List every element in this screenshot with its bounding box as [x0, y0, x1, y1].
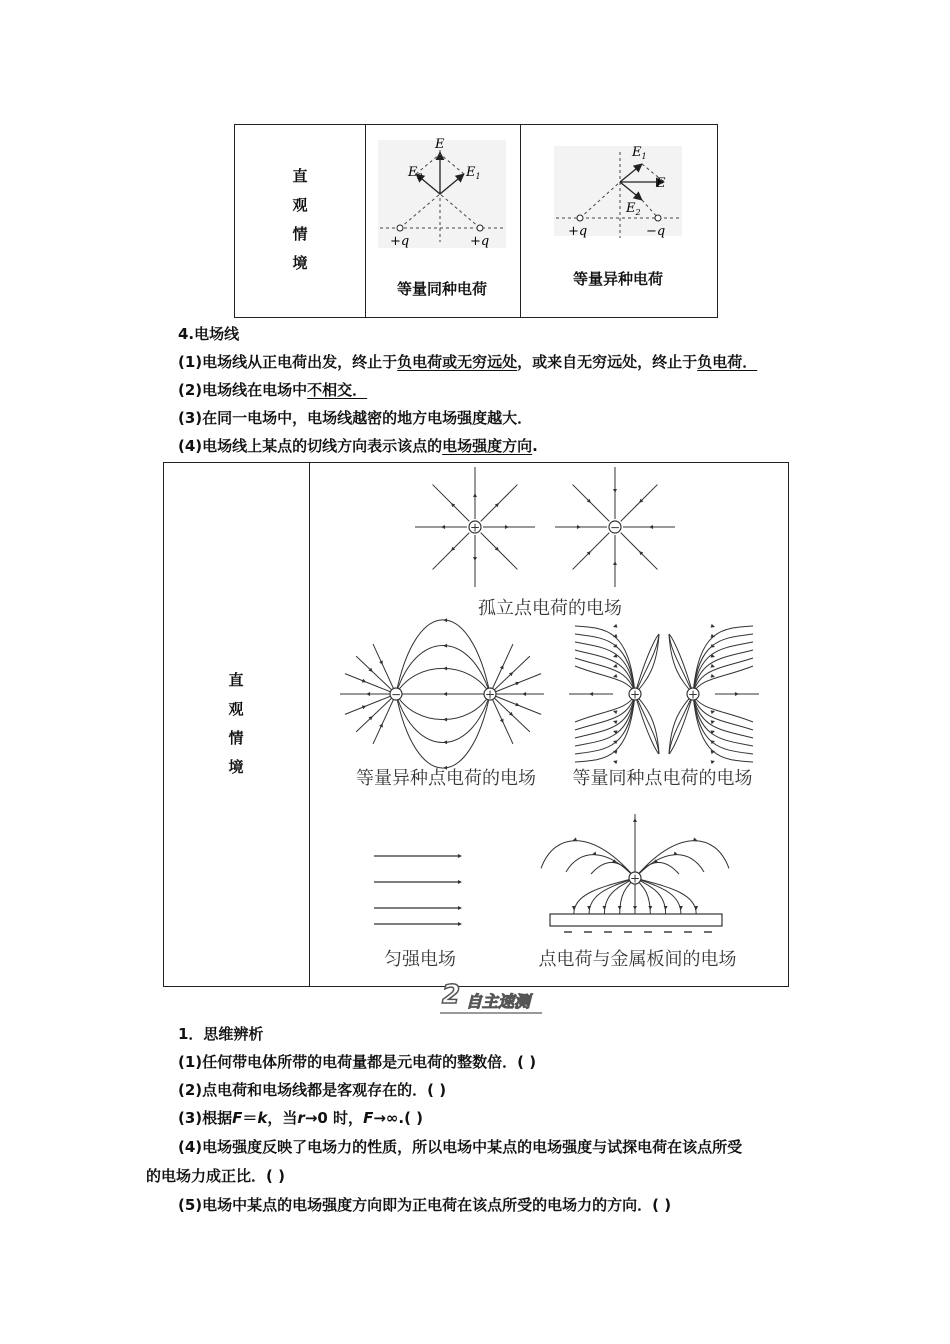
charge-plate-field-figure: [540, 810, 730, 942]
label-char: 观: [292, 196, 308, 214]
label-char: 境: [292, 254, 308, 272]
field-line: [575, 642, 635, 694]
charge-point: [397, 225, 403, 231]
quiz-item-2: (2)点电荷和电场线都是客观存在的．( ): [178, 1081, 447, 1099]
label-char: 情: [228, 729, 244, 747]
charge-point: [655, 215, 661, 221]
arrow-head: [473, 557, 477, 561]
arrow-head: [522, 692, 526, 696]
table2-row-label: [226, 666, 246, 782]
field-line: [635, 841, 729, 878]
arrow-head: [664, 906, 668, 910]
caption-opposite-charge: 等量异种电荷: [572, 270, 663, 288]
arrow-head: [458, 922, 462, 926]
arrow-head: [366, 692, 370, 696]
table1-divider-2: [520, 124, 521, 318]
text: ，当: [267, 1109, 298, 1127]
label-char: 直: [292, 167, 308, 185]
quiz-title: 1．思维辨析: [178, 1025, 264, 1043]
field-line: [541, 841, 635, 878]
field-line: [693, 650, 753, 694]
figure-background: [554, 146, 682, 236]
arrow-head: [458, 906, 462, 910]
arrow-head: [711, 720, 715, 724]
arrow-head: [648, 906, 652, 910]
metal-plate: [550, 914, 722, 926]
text: ＝: [242, 1109, 258, 1127]
arrow-head: [711, 710, 715, 714]
banner-number: 2: [442, 980, 461, 1010]
arrow-head: [458, 880, 462, 884]
var-r: r: [297, 1109, 305, 1127]
field-line: [635, 694, 659, 754]
field-line: [589, 878, 635, 914]
text: (1)电场线从正电荷出发，终止于: [178, 353, 398, 371]
arrow-head: [443, 666, 447, 670]
field-line: [396, 646, 490, 694]
quiz-item-3: [178, 1107, 423, 1128]
arrow-head: [613, 674, 617, 678]
label-plus-q-left: +q: [390, 234, 410, 249]
table2-divider: [309, 462, 310, 987]
arrow-head: [711, 664, 715, 668]
plus-sign: +: [469, 520, 481, 535]
arrow-head: [443, 644, 447, 648]
label-char: 直: [228, 671, 244, 689]
table1-row-label: [290, 162, 310, 278]
underlined-answer: 负电荷．: [697, 353, 758, 371]
text: ，或来自无穷远处，终止于: [517, 353, 698, 371]
field-line: [396, 620, 490, 694]
caption-opposite-charges: 等量异种点电荷的电场: [356, 768, 536, 789]
label-char: 观: [228, 700, 244, 718]
field-line: [693, 666, 753, 694]
field-line: [575, 694, 635, 754]
arrow-head: [633, 818, 637, 822]
field-line: [573, 533, 610, 570]
arrow-head: [613, 710, 617, 714]
field-line: [575, 650, 635, 694]
section-title-electric-field-lines: 4.电场线: [178, 325, 240, 343]
label-e2: $E_2$: [408, 165, 423, 181]
field-line: [575, 694, 635, 722]
arrow-head: [589, 692, 593, 696]
label-char: 情: [292, 225, 308, 243]
text: →0 时，: [304, 1109, 364, 1127]
figure-background: [378, 140, 506, 248]
charge-point: [577, 215, 583, 221]
table1-divider-1: [365, 124, 366, 318]
arrow-head: [618, 906, 622, 910]
arrow-head: [613, 561, 617, 565]
label-minus-q: −q: [646, 224, 666, 239]
field-line: [490, 694, 530, 732]
charge-point: [477, 225, 483, 231]
arrow-head: [735, 692, 739, 696]
field-line: [635, 634, 659, 694]
field-line: [621, 485, 658, 522]
same-charge-superposition-figure: [372, 136, 512, 256]
minus-sign: −: [609, 520, 621, 535]
arrow-head: [587, 906, 591, 910]
field-line: [573, 485, 610, 522]
label-plus-q-right: +q: [470, 234, 490, 249]
var-k: k: [257, 1109, 268, 1127]
text: →∞.( ): [373, 1109, 424, 1127]
arrow-head: [613, 664, 617, 668]
arrow-head: [443, 692, 447, 696]
field-line: [396, 694, 490, 720]
arrow-head: [602, 906, 606, 910]
label-plus-q: +q: [568, 224, 588, 239]
field-line: [693, 694, 753, 722]
label-e: E: [435, 137, 445, 152]
arrow-head: [613, 720, 617, 724]
field-line: [693, 694, 753, 754]
text: (4)电场线上某点的切线方向表示该点的: [178, 437, 443, 455]
plus-sign: +: [484, 687, 496, 702]
arrow-head: [458, 854, 462, 858]
underlined-answer: 不相交．: [307, 381, 368, 399]
field-line: [635, 878, 681, 914]
arrow-head: [473, 493, 477, 497]
text: .: [532, 437, 538, 455]
minus-sign: −: [390, 687, 402, 702]
field-line: [575, 634, 635, 694]
arrow-head: [577, 525, 581, 529]
arrow-head: [443, 718, 447, 722]
field-line-rule-4: [178, 435, 538, 456]
plus-sign: +: [629, 687, 641, 702]
arrow-head: [679, 906, 683, 910]
field-line-rule-1: [178, 351, 757, 372]
self-test-banner: [440, 980, 542, 1014]
like-charges-field-figure: [565, 628, 763, 760]
quiz-item-4: (4)电场强度反映了电场力的性质，所以电场中某点的电场强度与试探电荷在该点所受: [178, 1138, 743, 1156]
caption-charge-plate-field: 点电荷与金属板间的电场: [538, 949, 737, 970]
field-line: [575, 694, 635, 738]
plus-sign: +: [629, 871, 641, 886]
field-line: [693, 642, 753, 694]
var-f: F: [232, 1109, 243, 1127]
text: (2)电场线在电场中: [178, 381, 308, 399]
arrow-head: [443, 740, 447, 744]
isolated-charge-fields-figure: [400, 470, 700, 595]
field-line: [669, 694, 693, 754]
underlined-answer: 负电荷或无穷远处: [397, 353, 518, 371]
field-line: [396, 668, 490, 694]
opposite-charge-superposition-figure: [548, 140, 688, 250]
field-line: [693, 634, 753, 694]
field-line-rule-2: [178, 379, 367, 400]
field-line: [575, 694, 635, 746]
quiz-item-1: (1)任何带电体所带的电荷量都是元电荷的整数倍．( ): [178, 1053, 537, 1071]
label-e2: $E_2$: [626, 201, 641, 217]
text: (3)根据: [178, 1109, 233, 1127]
field-line: [396, 694, 490, 742]
caption-same-charge: 等量同种电荷: [396, 280, 487, 298]
quiz-item-4-cont: 的电场力成正比．( ): [146, 1167, 285, 1185]
quiz-item-5: (5)电场中某点的电场强度方向即为正电荷在该点所受的电场力的方向．( ): [178, 1196, 672, 1214]
field-line: [575, 666, 635, 694]
field-line: [693, 694, 753, 738]
uniform-field-figure: [370, 846, 470, 926]
arrow-head: [711, 674, 715, 678]
var-f: F: [363, 1109, 374, 1127]
banner-text: 自主速测: [466, 992, 531, 1011]
field-line: [490, 656, 530, 694]
field-line: [396, 694, 490, 768]
arrow-head: [505, 525, 509, 529]
arrow-head: [649, 525, 653, 529]
field-line-rule-3: (3)在同一电场中，电场线越密的地方电场强度越大．: [178, 409, 533, 427]
label-e1: $E_1$: [632, 145, 647, 161]
opposite-charges-field-figure: [336, 628, 548, 760]
field-line: [621, 533, 658, 570]
label-e1: $E_1$: [466, 165, 481, 181]
caption-uniform-field: 匀强电场: [384, 949, 456, 970]
underlined-answer: 电场强度方向: [442, 437, 533, 455]
label-e: E: [656, 176, 666, 191]
arrow-head: [633, 906, 637, 910]
field-line: [693, 694, 753, 746]
plus-sign: +: [687, 687, 699, 702]
field-line: [669, 634, 693, 694]
arrow-head: [441, 525, 445, 529]
arrow-head: [613, 489, 617, 493]
label-char: 境: [228, 758, 244, 776]
caption-isolated-charge: 孤立点电荷的电场: [478, 598, 622, 619]
caption-like-charges: 等量同种点电荷的电场: [572, 768, 753, 789]
